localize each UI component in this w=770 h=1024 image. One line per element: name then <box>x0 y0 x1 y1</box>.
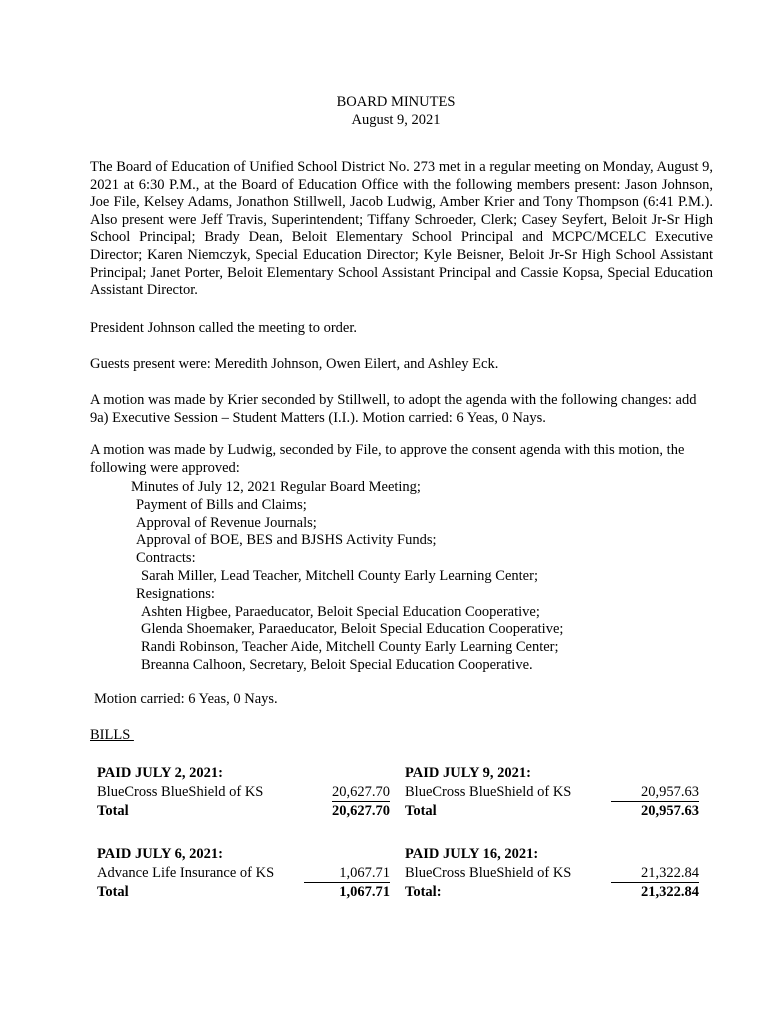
bill-total: 20,957.63 <box>641 803 699 819</box>
bill-vendor: BlueCross BlueShield of KS <box>405 784 572 800</box>
bill-amount: 1,067.71 <box>304 865 390 883</box>
bill-heading: PAID JULY 16, 2021: <box>405 846 539 862</box>
bill-vendor: BlueCross BlueShield of KS <box>405 865 572 881</box>
bill-amount: 21,322.84 <box>611 865 699 883</box>
bill-heading: PAID JULY 6, 2021: <box>97 846 223 862</box>
consent-motion-paragraph: A motion was made by Ludwig, seconded by File, to approve the consent agenda with this motion, the following were approved: <box>90 442 685 476</box>
motion-result: Motion carried: 6 Yeas, 0 Nays. <box>94 691 278 707</box>
consent-items-list <box>131 479 563 675</box>
bill-table-july-9 <box>405 764 699 821</box>
attendance-paragraph: The Board of Education of Unified School District No. 273 met in a regular meeting on Monday, August 9, 2021 at 6:30 P.M., at the Board of Education Office with the following members present: Jason Johnson, Joe File, Kelsey Adams, Jonathon Stillwell, Jacob Ludwig, Amber Krier and Tony Thompson (6:41 P.M.). Also present were Jeff Travis, Superintendent; Tiffany Schroeder, Clerk; Casey Seyfert, Beloit Jr-Sr High School Principal; Brady Dean, Beloit Elementary School Principal and MCPC/MCELC Executive Director; Karen Niemczyk, Special Education Director; Kyle Beisner, Beloit Jr-Sr High School Assistant Principal; Janet Porter, Beloit Elementary School Assistant Principal and Cassie Kopsa, Special Education Assistant Director. <box>90 159 713 299</box>
bill-amount: 20,957.63 <box>611 784 699 802</box>
list-item: Approval of BOE, BES and BJSHS Activity Funds; <box>136 532 437 549</box>
bill-heading: PAID JULY 2, 2021: <box>97 765 223 781</box>
bill-total-label: Total <box>97 803 129 819</box>
bill-total: 20,627.70 <box>332 803 390 819</box>
list-item: Glenda Shoemaker, Paraeducator, Beloit Special Education Cooperative; <box>141 621 564 638</box>
list-item: Approval of Revenue Journals; <box>136 514 317 531</box>
list-item: Resignations: <box>136 585 215 602</box>
list-item: Minutes of July 12, 2021 Regular Board Meeting; <box>131 479 421 495</box>
bill-table-july-2 <box>97 764 390 821</box>
list-item: Contracts: <box>136 550 196 567</box>
bill-heading: PAID JULY 9, 2021: <box>405 765 531 781</box>
document-title: BOARD MINUTES <box>336 94 456 110</box>
list-item: Sarah Miller, Lead Teacher, Mitchell County Early Learning Center; <box>141 567 538 584</box>
call-to-order-paragraph: President Johnson called the meeting to order. <box>90 320 357 336</box>
bill-table-july-6 <box>97 845 390 902</box>
list-item: Ashten Higbee, Paraeducator, Beloit Special Education Cooperative; <box>141 603 540 620</box>
bill-vendor: Advance Life Insurance of KS <box>97 865 275 881</box>
guests-paragraph: Guests present were: Meredith Johnson, Owen Eilert, and Ashley Eck. <box>90 356 499 372</box>
agenda-motion-paragraph: A motion was made by Krier seconded by Stillwell, to adopt the agenda with the following changes: add 9a) Executive Session – Student Matters (I.I.). Motion carried: 6 Yeas, 0 Nays. <box>90 392 697 426</box>
bill-amount: 20,627.70 <box>332 783 390 800</box>
list-item: Breanna Calhoon, Secretary, Beloit Special Education Cooperative. <box>141 656 533 673</box>
meeting-date: August 9, 2021 <box>351 112 441 128</box>
bill-total-label: Total <box>97 884 129 900</box>
bill-table-july-16 <box>405 845 699 902</box>
bill-vendor: BlueCross BlueShield of KS <box>97 784 264 800</box>
bill-total: 1,067.71 <box>339 884 390 900</box>
bill-total-label: Total <box>405 803 437 819</box>
list-item: Payment of Bills and Claims; <box>136 496 307 513</box>
list-item: Randi Robinson, Teacher Aide, Mitchell County Early Learning Center; <box>141 639 559 656</box>
bill-total: 21,322.84 <box>641 884 699 900</box>
bill-total-label: Total: <box>405 884 442 900</box>
bills-heading: BILLS <box>90 727 134 743</box>
